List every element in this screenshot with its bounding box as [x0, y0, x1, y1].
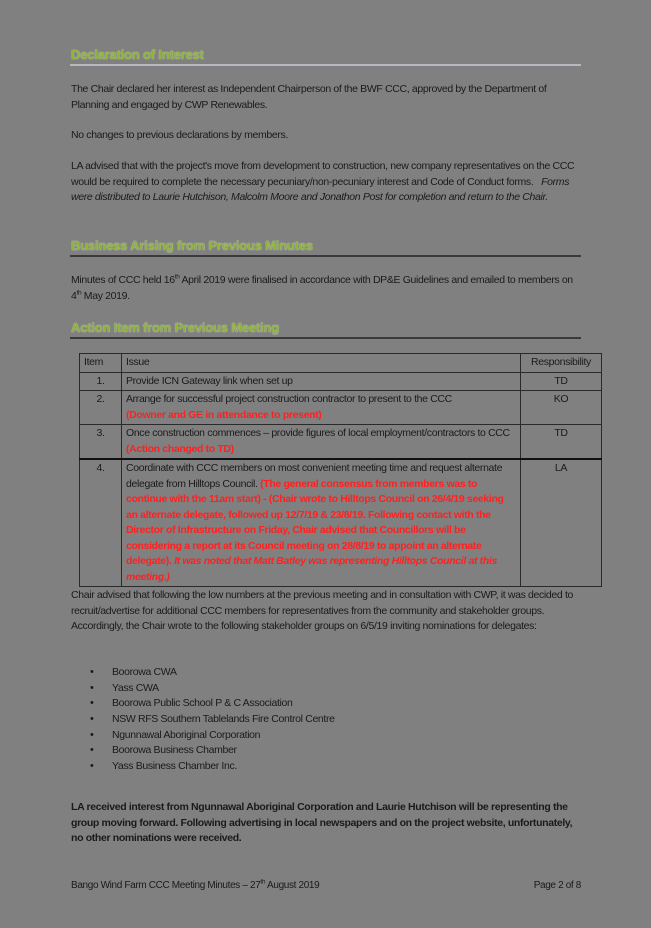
issue-note: (Downer and GE in attendance to present)	[126, 408, 322, 421]
table-row	[80, 425, 602, 460]
item-issue	[122, 425, 521, 460]
business-arising-paragraph	[71, 273, 581, 304]
text: Minutes of CCC held 16	[71, 274, 175, 286]
issue-note: (Action changed to TD)	[126, 442, 234, 455]
heading-rule	[70, 64, 581, 66]
table-row	[80, 459, 602, 587]
issue-text: Coordinate with CCC members on most convenient meeting time and request alternate delegate from Hilltops Council.	[126, 462, 503, 490]
list-item: • Boorowa Public School P & C Association	[90, 696, 335, 712]
item-issue	[122, 372, 521, 391]
action-items-table	[79, 353, 602, 587]
item-responsibility: KO	[521, 391, 602, 425]
superscript: th	[260, 878, 266, 886]
table-row	[80, 372, 602, 391]
item-issue	[122, 459, 521, 587]
heading-rule	[70, 255, 581, 257]
footer-title	[71, 880, 319, 891]
declaration-paragraph-3-italic: Forms were distributed to Laurie Hutchison, Malcolm Moore and Jonathon Post for completion and return to the Chair.	[71, 175, 570, 203]
page-footer	[71, 880, 581, 891]
column-header-responsibility: Responsibility	[521, 354, 602, 373]
text: Bango Wind Farm CCC Meeting Minutes – 27	[71, 880, 261, 891]
item-responsibility: TD	[521, 372, 602, 391]
issue-note: (The general consensus from members was to continue with the 11am start) - (Chair wrote to Hilltops Council on 26/4/19 seeking an alternate delegate, followed up 12/7/19 & 23/8/19. Following contact with the Director of Infrastructure on Friday, Chair advised that Councillors will be considering a report at its Council meeting on 28/8/19 to appoint an alternate delegate).	[126, 477, 504, 567]
item-number: 2.	[80, 391, 122, 425]
heading-declaration-of-interest: Declaration of Interest	[71, 47, 204, 62]
item-number: 1.	[80, 372, 122, 391]
stakeholders-paragraph: Chair advised that following the low numbers at the previous meeting and in consultation with CWP, it was decided to recruit/advertise for additional CCC members for representatives from the community and stakeholder groups. Accordingly, the Chair wrote to the following stakeholder groups on 6/5/19 inviting nominations for delegates:	[71, 589, 574, 632]
page-number: Page 2 of 8	[533, 880, 581, 891]
heading-business-arising: Business Arising from Previous Minutes	[71, 238, 313, 253]
item-responsibility: TD	[521, 425, 602, 460]
item-issue	[122, 391, 521, 425]
list-item: • Yass Business Chamber Inc.	[90, 759, 335, 775]
list-item: • NSW RFS Southern Tablelands Fire Control Centre	[90, 712, 335, 728]
table-row	[80, 391, 602, 425]
table-header-row	[80, 354, 602, 373]
declaration-paragraph-2: No changes to previous declarations by members.	[71, 129, 289, 141]
text: August 2019	[265, 880, 320, 891]
list-item: • Ngunnawal Aboriginal Corporation	[90, 728, 335, 744]
item-number: 4.	[80, 459, 122, 587]
declaration-paragraph-3-text: LA advised that with the project's move from development to construction, new company representatives on the CCC would be required to complete the necessary pecuniary/non-pecuniary interest and Code of Conduct forms.	[71, 160, 575, 188]
item-number: 3.	[80, 425, 122, 460]
issue-text: Provide ICN Gateway link when set up	[126, 374, 293, 387]
list-item: • Yass CWA	[90, 681, 335, 697]
column-header-item: Item	[80, 354, 122, 373]
issue-text: Once construction commences – provide figures of local employment/contractors to CCC	[126, 427, 510, 439]
superscript: th	[76, 289, 82, 296]
heading-action-items: Action Item from Previous Meeting	[71, 320, 279, 335]
declaration-paragraph-1: The Chair declared her interest as Independent Chairperson of the BWF CCC, approved by the Department of Planning and engaged by CWP Renewables.	[71, 83, 547, 111]
superscript: th	[174, 273, 180, 281]
text: April 2019 were finalised in accordance with DP&E Guidelines and emailed to members on 4	[71, 274, 573, 302]
list-item: • Boorowa Business Chamber	[90, 743, 335, 759]
text: May 2019.	[81, 289, 130, 302]
stakeholders-outcome-paragraph: LA received interest from Ngunnawal Aboriginal Corporation and Laurie Hutchison will be representing the group moving forward. Following advertising in local newspapers and on the project website, unfortunately, no other nominations were received.	[71, 801, 573, 844]
declaration-paragraph-3	[71, 159, 581, 206]
column-header-issue: Issue	[122, 354, 521, 373]
issue-text: Arrange for successful project construction contractor to present to the CCC	[126, 393, 452, 405]
stakeholder-groups-list	[90, 665, 335, 775]
list-item: • Boorowa CWA	[90, 665, 335, 681]
issue-note-italic: It was noted that Matt Batley was representing Hilltops Council at this meeting.)	[126, 555, 497, 583]
heading-rule	[70, 337, 581, 339]
item-responsibility: LA	[521, 459, 602, 587]
